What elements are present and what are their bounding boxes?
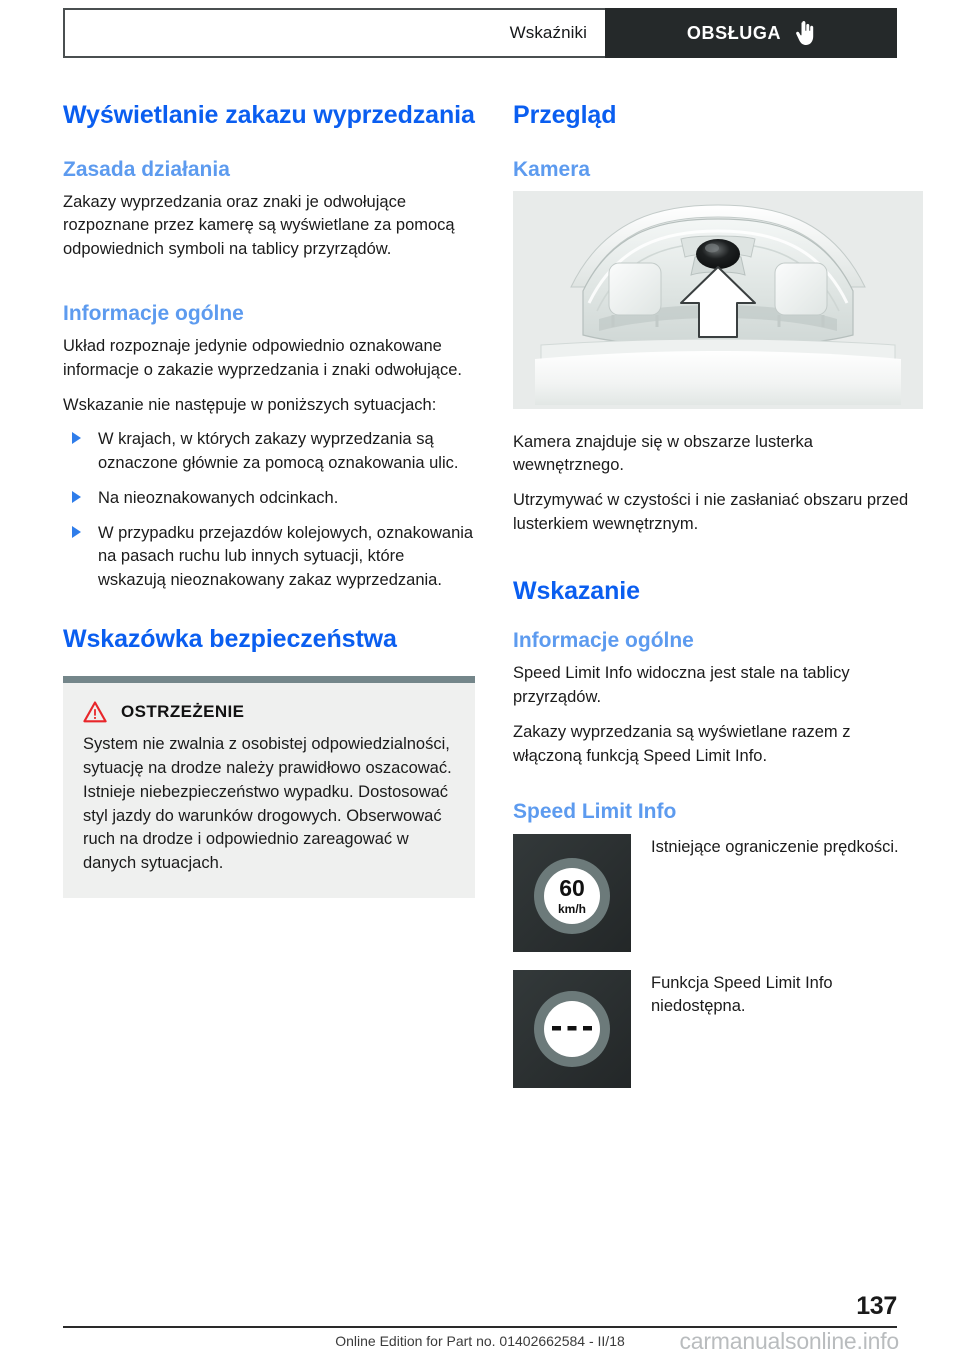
warning-box-top-bar bbox=[63, 676, 475, 683]
triangle-bullet-icon bbox=[72, 432, 81, 444]
speed-limit-row-existing bbox=[513, 834, 923, 952]
header-chapter-label: OBSŁUGA bbox=[686, 22, 782, 43]
list-item bbox=[63, 522, 475, 593]
heading-informacje-ogolne-left: Informacje ogólne bbox=[63, 301, 244, 325]
right-column bbox=[513, 100, 923, 1106]
bullet-list-situations bbox=[63, 428, 475, 593]
triangle-bullet-icon bbox=[72, 491, 81, 503]
heading-speed-limit-info: Speed Limit Info bbox=[513, 800, 677, 824]
page-number: 137 bbox=[856, 1292, 897, 1320]
speed-limit-unavailable-caption: Funkcja Speed Limit Info niedostępna. bbox=[651, 973, 833, 1016]
heading-kamera: Kamera bbox=[513, 157, 591, 181]
warning-box bbox=[63, 676, 475, 898]
speed-limit-unavailable-icon bbox=[513, 970, 631, 1088]
paragraph-zasada-dzialania: Zakazy wyprzedzania oraz znaki je odwołujące rozpoznane przez kamerę są wyświetlane za pomocą odpowiednich symboli na tablicy przyrządów. bbox=[63, 192, 455, 259]
page-title: Wyświetlanie zakazu wyprzedzania bbox=[63, 101, 475, 129]
paragraph-wskazanie-2: Zakazy wyprzedzania są wyświetlane razem z włączoną funkcją Speed Limit Info. bbox=[513, 722, 851, 765]
paragraph-informacje-ogolne-1: Układ rozpoznaje jedynie odpowiednio oznakowane informacje o zakazie wyprzedzania i znaki odwołujące. bbox=[63, 337, 462, 379]
left-column bbox=[63, 100, 475, 898]
page-header bbox=[63, 8, 897, 58]
pointing-hand-icon bbox=[795, 21, 815, 45]
heading-przeglad: Przegląd bbox=[513, 101, 617, 129]
paragraph-kamera-1: Kamera znajduje się w obszarze lusterka wewnętrznego. bbox=[513, 432, 813, 475]
warning-text: System nie zwalnia z osobistej odpowiedzialności, sytuację na drodze należy prawidłowo oszacować. Istnieje niebezpieczeństwo wypadku. Dostosować styl jazdy do warunków drogowych. Obserwować ruch na drodze i odpowiednio zareagować w danych sytuacjach. bbox=[83, 735, 452, 873]
triangle-bullet-icon bbox=[72, 526, 81, 538]
car-windshield-camera-illustration bbox=[513, 191, 923, 409]
speed-limit-row-unavailable bbox=[513, 970, 923, 1088]
header-section-label: Wskaźniki bbox=[509, 23, 587, 42]
list-item-label: W przypadku przejazdów kolejowych, oznakowania na pasach ruchu lub innych sytuacji, które wskazują nieoznakowany zakaz wyprzedzania. bbox=[98, 523, 474, 590]
speed-limit-60-icon bbox=[513, 834, 631, 952]
svg-text:60: 60 bbox=[559, 874, 585, 901]
header-chapter-tab[interactable] bbox=[605, 8, 897, 58]
footer-edition-text: Online Edition for Part no. 01402662584 - II/18 bbox=[335, 1333, 625, 1349]
footer-watermark: carmanualsonline.info bbox=[679, 1328, 899, 1354]
list-item-label: Na nieoznakowanych odcinkach. bbox=[98, 488, 339, 507]
paragraph-kamera-2: Utrzymywać w czystości i nie zasłaniać obszaru przed lusterkiem wewnętrznym. bbox=[513, 491, 909, 533]
list-item-label: W krajach, w których zakazy wyprzedzania są oznaczone głównie za pomocą oznakowania ulic. bbox=[98, 430, 459, 473]
paragraph-informacje-ogolne-2: Wskazanie nie następuje w poniższych sytuacjach: bbox=[63, 395, 437, 414]
heading-wskazanie: Wskazanie bbox=[513, 576, 640, 605]
header-section-box bbox=[63, 8, 605, 58]
heading-informacje-ogolne-right: Informacje ogólne bbox=[513, 629, 694, 653]
list-item bbox=[63, 428, 475, 476]
warning-title: OSTRZEŻENIE bbox=[121, 702, 245, 722]
speed-limit-60-caption: Istniejące ograniczenie prędkości. bbox=[651, 837, 899, 856]
svg-text:km/h: km/h bbox=[557, 901, 587, 916]
list-item bbox=[63, 487, 475, 511]
heading-wskazowka-bezpieczenstwa: Wskazówka bezpieczeństwa bbox=[63, 624, 397, 653]
warning-triangle-icon bbox=[83, 701, 107, 723]
page-footer bbox=[63, 1292, 897, 1362]
paragraph-wskazanie-1: Speed Limit Info widoczna jest stale na tablicy przyrządów. bbox=[513, 664, 850, 707]
heading-zasada-dzialania: Zasada działania bbox=[63, 157, 230, 181]
